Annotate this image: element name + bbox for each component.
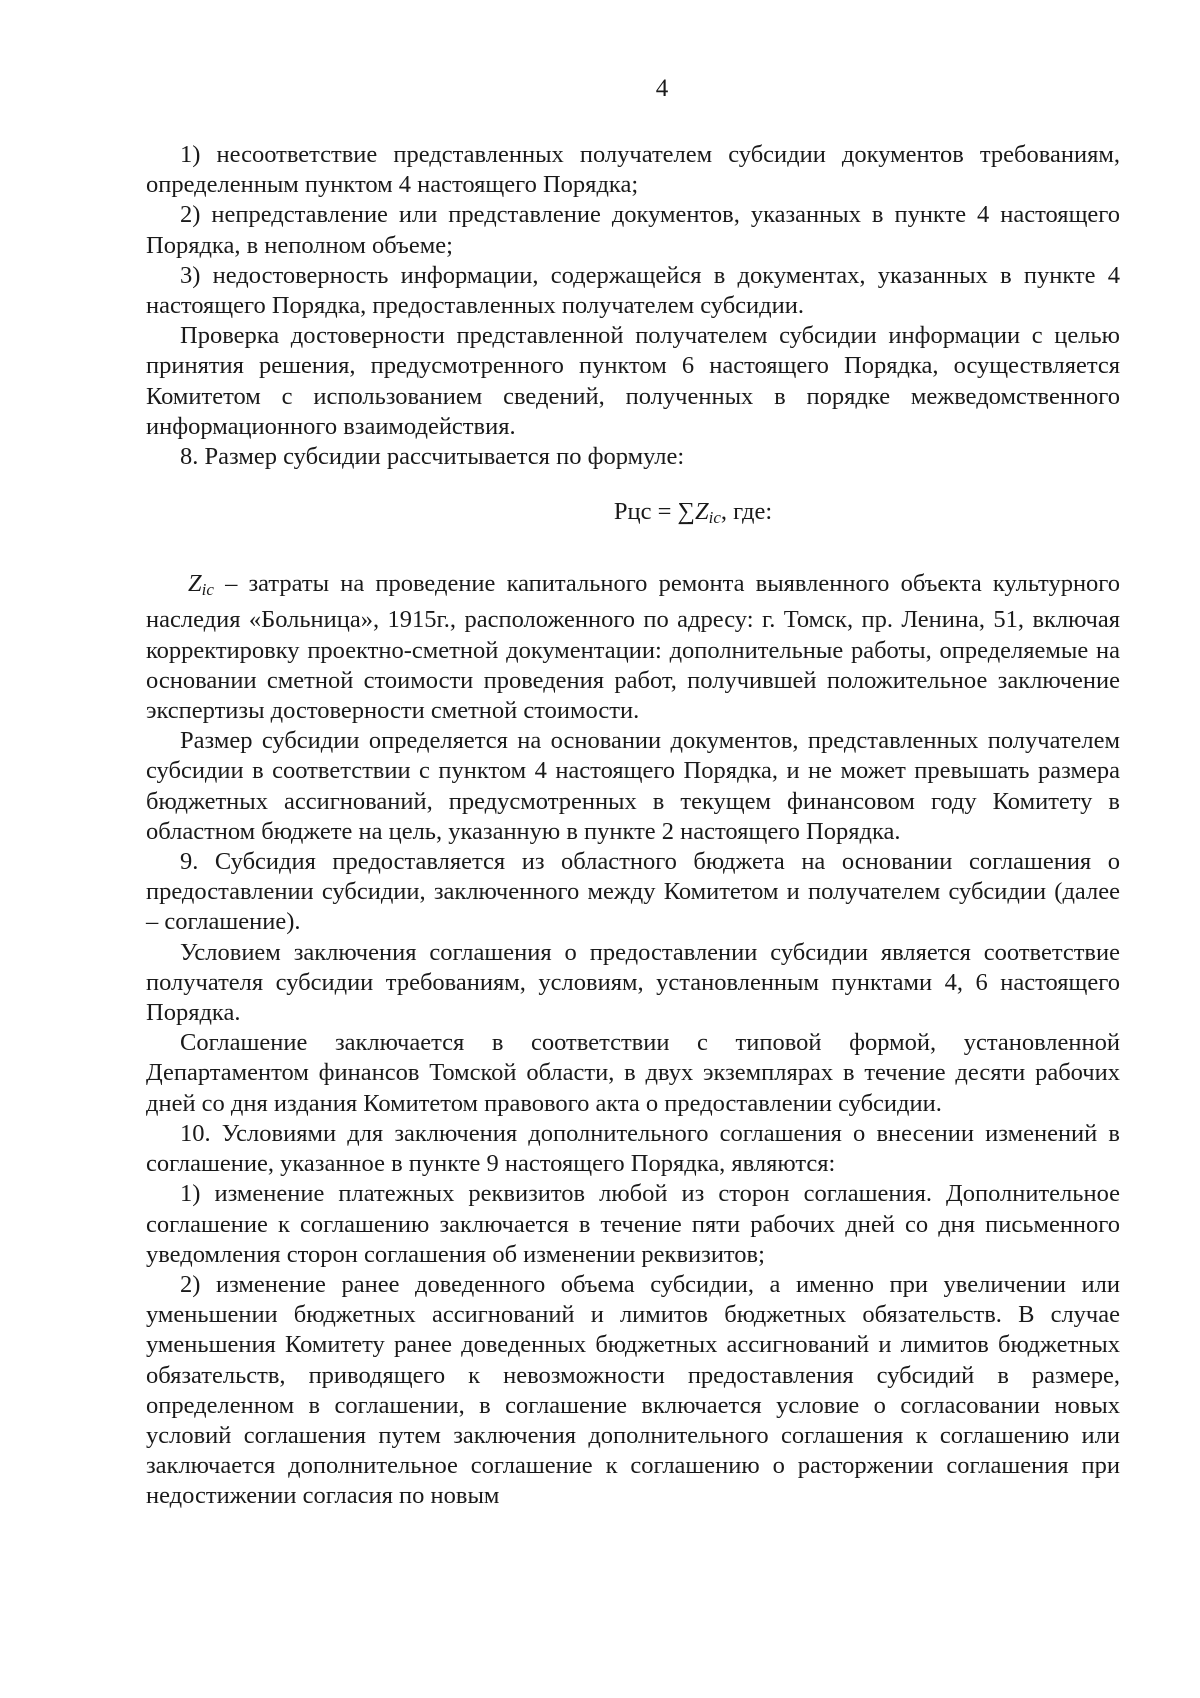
- formula-subscript: ic: [708, 508, 721, 528]
- paragraph-section-8: 8. Размер субсидии рассчитывается по формуле:: [180, 443, 685, 471]
- paragraph-item-1: 1) несоответствие представленных получателем субсидии документов требованиям, определенным пунктом 4 настоящего Порядка;: [146, 141, 1120, 199]
- z-subscript: ic: [201, 580, 214, 600]
- formula-tail: , где:: [720, 498, 773, 526]
- paragraph-section-9: 9. Субсидия предоставляется из областного бюджета на основании соглашения о предоставлении субсидии, заключенного между Комитетом и получателем субсидии (далее – соглашение).: [146, 848, 1120, 936]
- paragraph-section-10: 10. Условиями для заключения дополнительного соглашения о внесении изменений в соглашение, указанное в пункте 9 настоящего Порядка, являются:: [146, 1119, 1120, 1178]
- subsidy-formula: [146, 497, 1120, 533]
- formula-variable: Z: [695, 498, 709, 526]
- formula-lhs: Рцс =: [613, 498, 678, 526]
- paragraph-subsidy-size: Размер субсидии определяется на основании документов, представленных получателем субсидии в соответствии с пунктом 4 настоящего Порядка, и не может превышать размера бюджетных ассигнований, предусмотренных в текущем финансовом году Комитету в областном бюджете на цель, указанную в пункте 2 настоящего Порядка.: [146, 727, 1120, 845]
- paragraph-agreement-form: Соглашение заключается в соответствии с типовой формой, установленной Департаментом финансов Томской области, в двух экземплярах в течение десяти рабочих дней со дня издания Комитетом правового акта о предоставлении субсидии.: [146, 1029, 1120, 1117]
- z-variable: Z: [188, 570, 202, 598]
- paragraph-z-definition: [146, 569, 1120, 726]
- paragraph-verification: Проверка достоверности представленной получателем субсидии информации с целью принятия решения, предусмотренного пунктом 6 настоящего Порядка, осуществляется Комитетом с использованием сведений, полученных в порядке межведомственного информационного взаимодействия.: [146, 322, 1120, 440]
- paragraph-agreement-condition: Условием заключения соглашения о предоставлении субсидии является соответствие получателя субсидии требованиям, условиям, установленным пунктами 4, 6 настоящего Порядка.: [146, 938, 1120, 1027]
- paragraph-item-2: 2) непредставление или представление документов, указанных в пункте 4 настоящего Порядка, в неполном объеме;: [146, 201, 1120, 259]
- z-definition-text: – затраты на проведение капитального ремонта выявленного объекта культурного наследия «Больница», 1915г., расположенного по адресу: г. Томск, пр. Ленина, 51, включая корректировку проектно-сметной документации: дополнительные работы, определяемые на основании сметной стоимости проведения работ, получившей положительное заключение экспертизы достоверности сметной стоимости.: [146, 570, 1120, 725]
- page-number: 4: [655, 75, 669, 102]
- formula-sum-symbol: ∑: [677, 498, 695, 526]
- paragraph-condition-2: 2) изменение ранее доведенного объема субсидии, а именно при увеличении или уменьшении бюджетных ассигнований и лимитов бюджетных обязательств. В случае уменьшения Комитету ранее доведенных бюджетных ассигнований и лимитов бюджетных обязательств, приводящего к невозможности предоставления субсидий в размере, определенном в соглашении, в соглашение включается условие о согласовании новых условий соглашения путем заключения дополнительного соглашения к соглашению или заключается дополнительное соглашение к соглашению о расторжении соглашения при недостижении согласия по новым: [146, 1270, 1120, 1510]
- paragraph-item-3: 3) недостоверность информации, содержащейся в документах, указанных в пункте 4 настоящего Порядка, предоставленных получателем субсидии.: [146, 261, 1120, 320]
- paragraph-condition-1: 1) изменение платежных реквизитов любой из сторон соглашения. Дополнительное соглашение к соглашению заключается в течение пяти рабочих дней со дня письменного уведомления сторон соглашения об изменении реквизитов;: [146, 1180, 1120, 1268]
